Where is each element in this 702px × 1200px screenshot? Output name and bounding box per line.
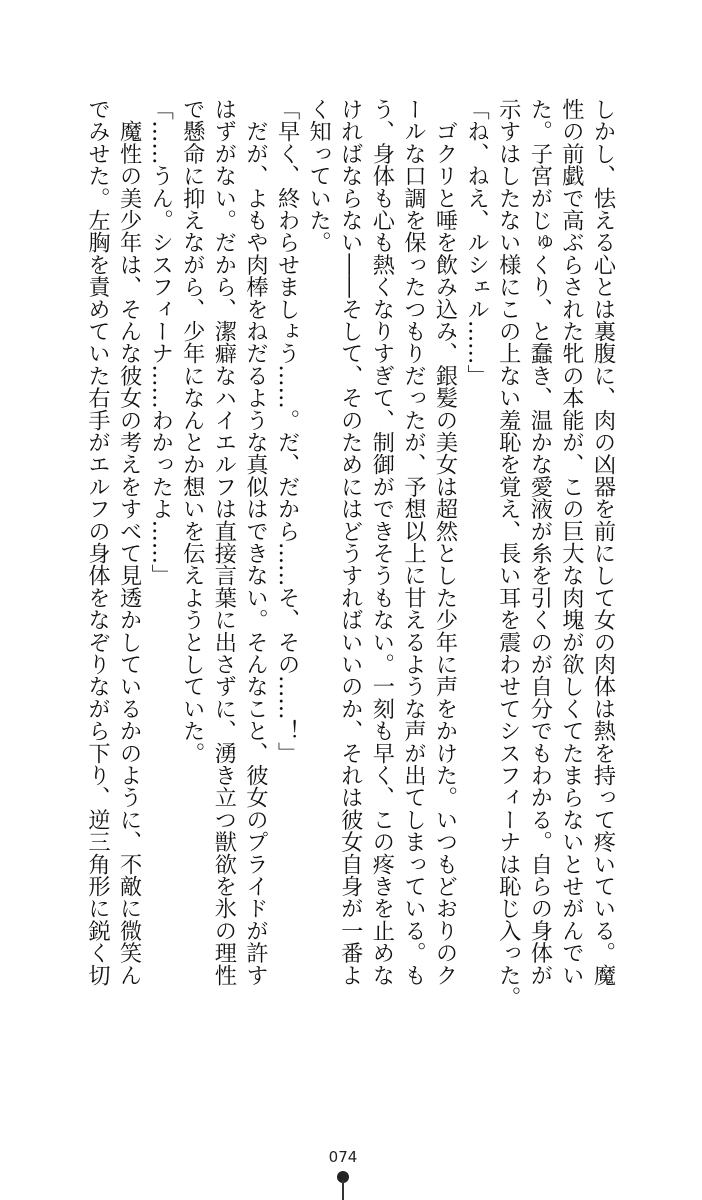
text-column: た。子宮がじゅくり、と蠢き、温かな愛液が糸を引くのが自分でもわかる。自らの身体が <box>526 98 553 986</box>
text-column: 「早く、終わらせましょう……。だ、だから……そ、その……！」 <box>274 98 301 764</box>
page-marker-line <box>342 1180 344 1200</box>
text-column: 示すはしたない様にこの上ない羞恥を覚え、長い耳を震わせてシスフィーナは恥じ入った。 <box>495 98 522 1009</box>
text-column: 魔性の美少年は、そんな彼女の考えをすべて見透かしているかのように、不敵に微笑ん <box>116 98 143 986</box>
text-column: 「……うん。シスフィーナ……わかったよ……」 <box>147 98 174 587</box>
text-column: ールな口調を保ったつもりだったが、予想以上に甘えるような声が出てしまっている。も <box>400 98 427 986</box>
text-column: だが、よもや肉棒をねだるような真似はできない。そんなこと、彼女のプライドが許す <box>242 98 269 986</box>
text-column: う、身体も心も熱くなりすぎて、制御ができそうもない。一刻も早く、この疼きを止めな <box>368 98 395 986</box>
text-column: ゴクリと唾を飲み込み、銀髪の美女は超然とした少年に声をかけた。いつもどおりのク <box>432 98 459 986</box>
text-column: で懸命に抑えながら、少年になんとか想いを伝えようとしていた。 <box>179 98 206 764</box>
vertical-text-body <box>78 98 618 1009</box>
text-column: でみせた。左胸を責めていた右手がエルフの身体をなぞりながら下り、逆三角形に鋭く切 <box>84 98 111 986</box>
text-column: 「ね、ねえ、ルシェル……」 <box>463 98 490 387</box>
text-column: 性の前戯で高ぶらされた牝の本能が、この巨大な肉塊が欲しくてたまらないとせがんでい <box>558 98 585 986</box>
text-column: はずがない。だから、潔癖なハイエルフは直接言葉に出さずに、湧き立つ獣欲を氷の理性 <box>210 98 237 986</box>
page-number: 074 <box>328 1148 358 1166</box>
text-column: ければならない――そして、そのためにはどうすればいいのか、それは彼女自身が一番よ <box>337 98 364 986</box>
text-column: く知っていた。 <box>305 98 332 254</box>
text-column: しかし、怯える心とは裏腹に、肉の凶器を前にして女の肉体は熱を持って疼いている。魔 <box>590 98 616 986</box>
